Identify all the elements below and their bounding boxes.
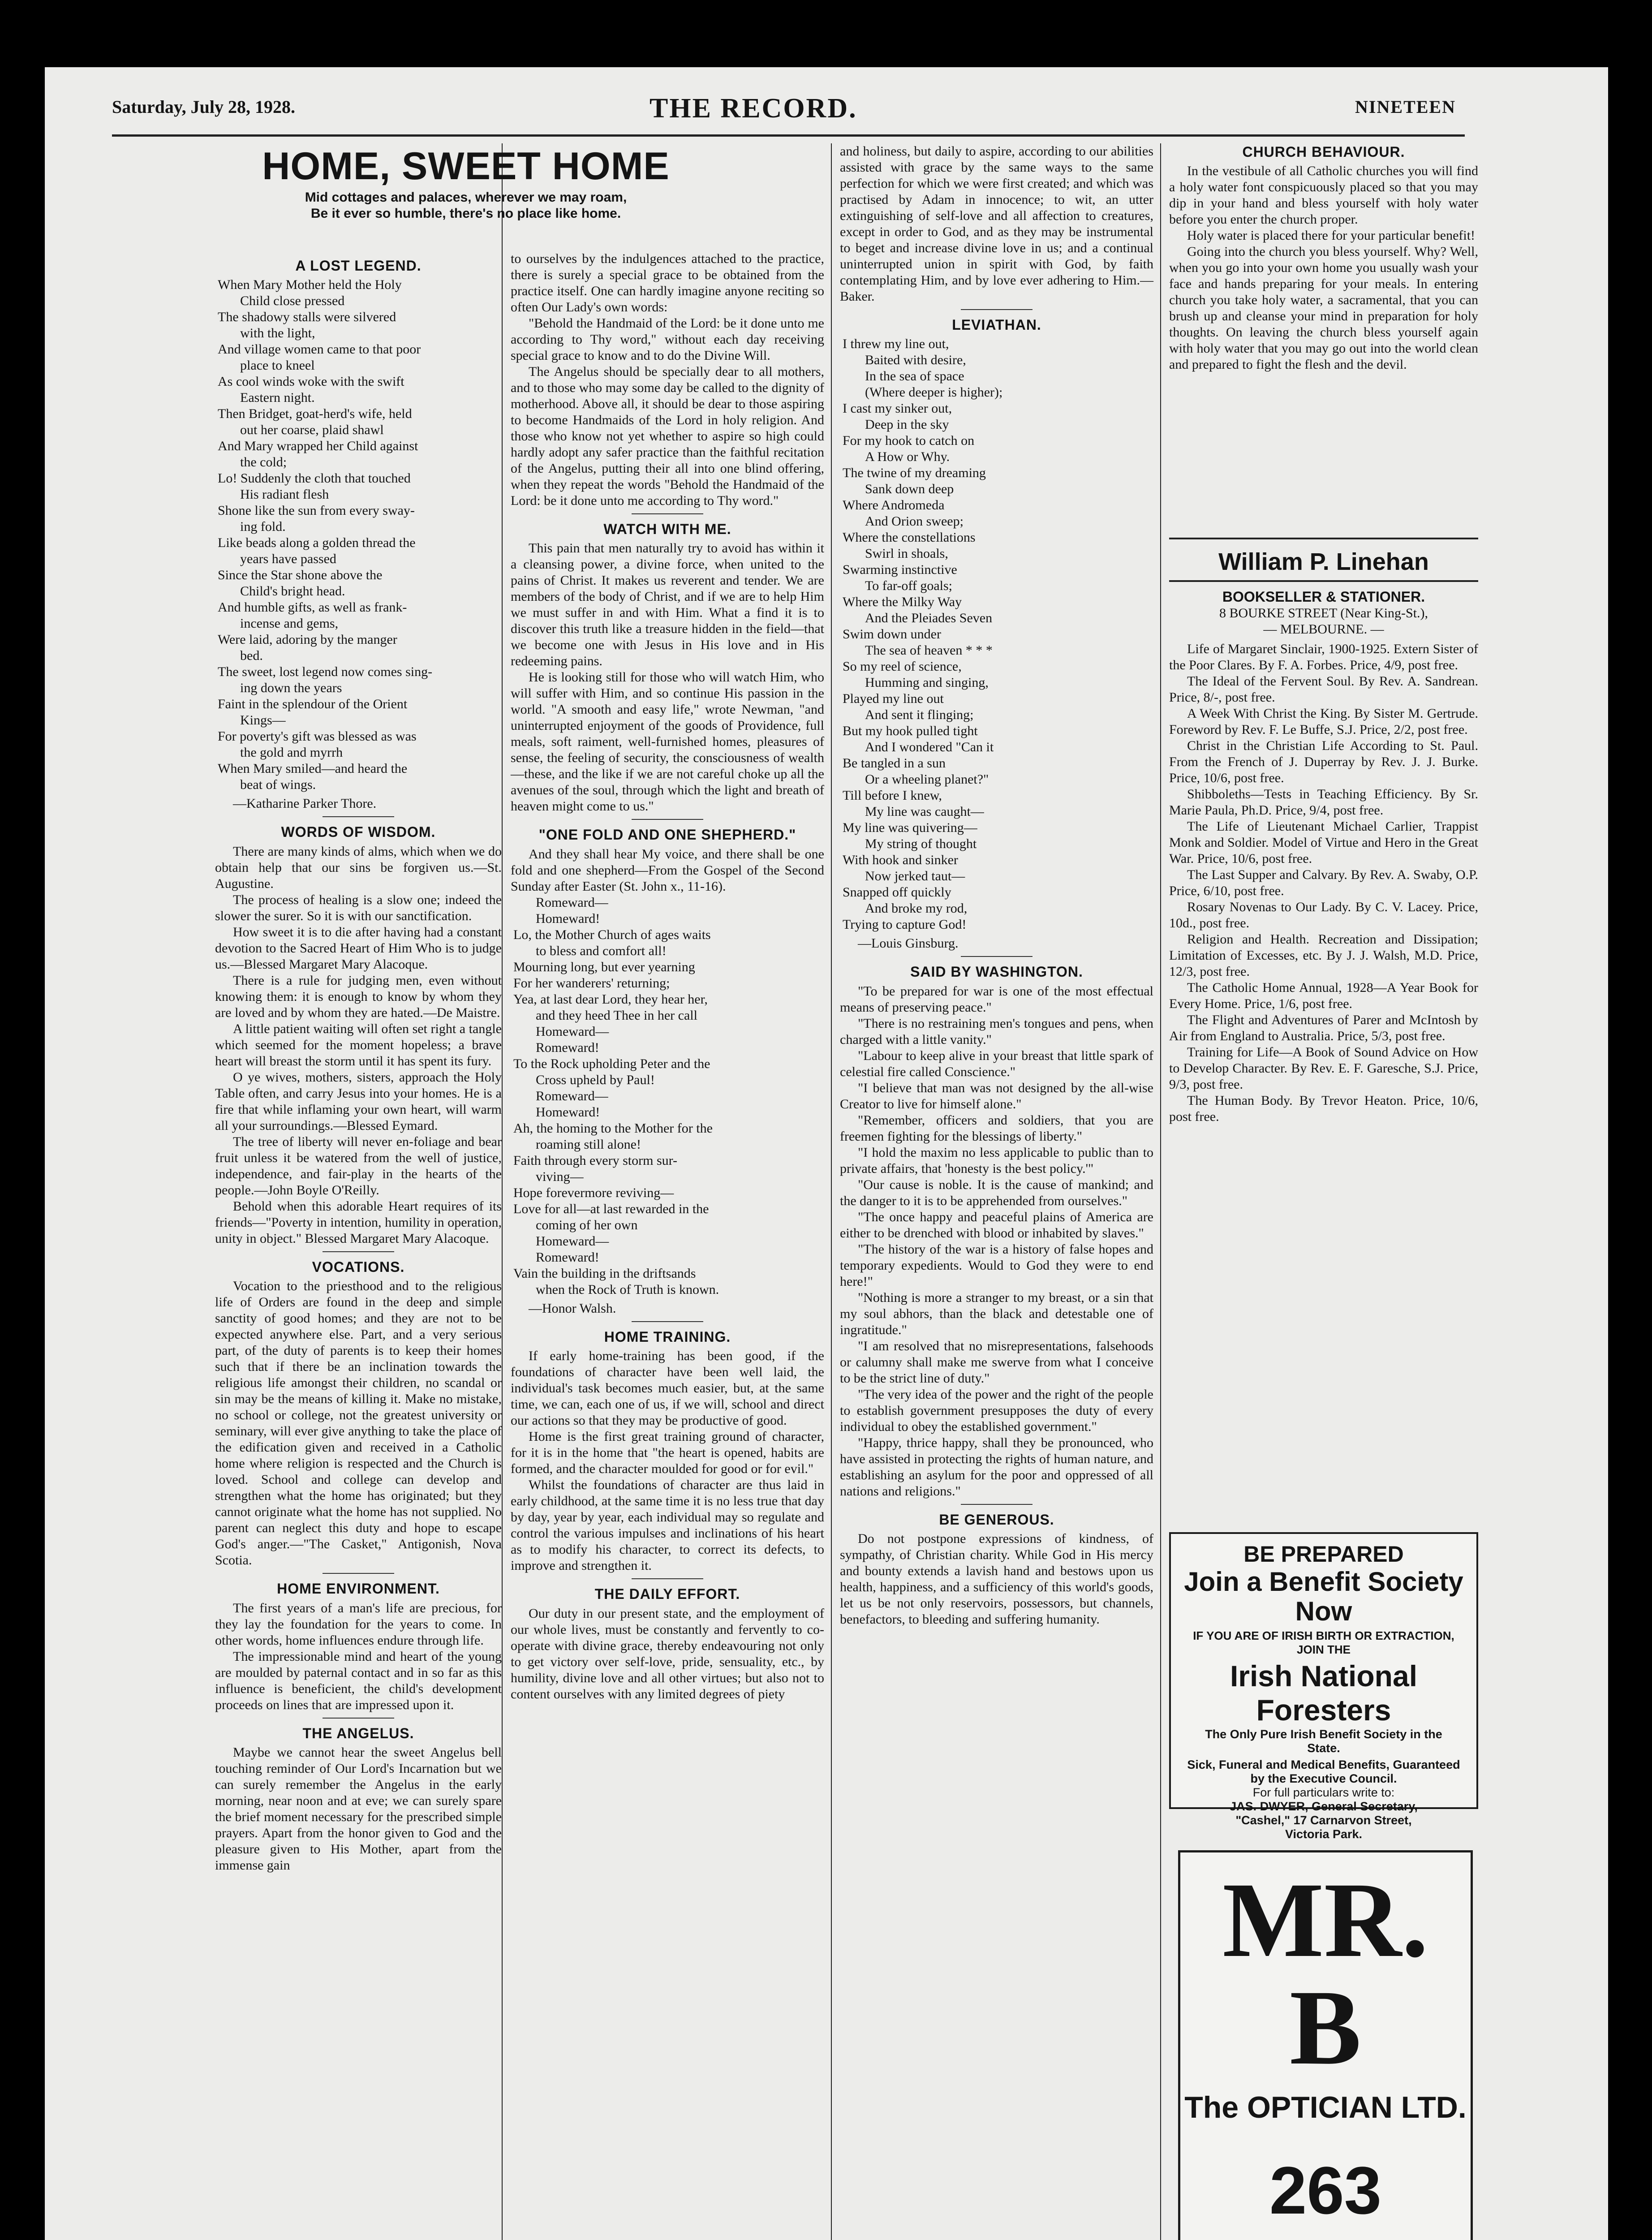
angelus-body [215,1745,502,1874]
poem-line: Cross upheld by Paul! [536,1072,655,1087]
paragraph: How sweet it is to die after having had a constant devotion to the Sacred Heart of Him Who is to judge us.—Blessed Margaret Mary Alacoque. [215,924,502,972]
section-rule [961,1504,1032,1505]
poem-line: The shadowy stalls were silvered [218,310,396,325]
section-rule [632,819,703,820]
words-of-wisdom-body [215,844,502,1247]
paragraph: In the vestibule of all Catholic churches you will find a holy water font conspicuously placed so that you may dip in your hand and bless yourself with holy water before you enter the church proper. [1169,164,1478,227]
page-number: NINETEEN [1355,97,1456,117]
foresters-society-name: Irish National Foresters [1230,1659,1418,1727]
one-fold-title: "ONE FOLD AND ONE SHEPHERD." [538,827,796,843]
column-divider-2 [831,143,832,2240]
poem-line: (Where deeper is higher); [865,385,1003,400]
poem-line: coming of her own [536,1217,638,1232]
headline-subline-2: Be it ever so humble, there's no place like home. [310,206,621,221]
paragraph: and holiness, but daily to aspire, according to our abilities assisted with grace by the same ways to the same perfection for which we were first created; and which was practised by Adam in innocence; to wit, an utter extinguishing of self-love and all affection to creatures, except in order to God, and as they may be instrumental to beget and increase divine love in us; and a continual uninterrupted union in spirit with God, by faith contemplating Him, and by love ever adhering to Him.—Baker. [840,144,1153,304]
foresters-street: "Cashel," 17 Carnarvon Street, [1235,1813,1412,1827]
poem-line: the cold; [240,455,287,470]
poem-line: ing fold. [240,519,286,534]
poem-line: viving— [536,1169,584,1184]
poem-line: Or a wheeling planet?" [865,772,989,787]
paragraph: There are many kinds of alms, which when we do obtain help that our sins be forgiven us.—St. Augustine. [215,844,502,891]
paragraph: The Life of Lieutenant Michael Carlier, Trappist Monk and Soldier. Model of Virtue and Hero in the Great War. Price, 10/6, post free. [1169,819,1478,866]
foresters-eligibility: IF YOU ARE OF IRISH BIRTH OR EXTRACTION, JOIN THE [1193,1629,1454,1656]
paragraph: "The very idea of the power and the right of the people to establish government presupposes the duty of every individual to obey the established government." [840,1387,1153,1434]
poem-line: Where Andromeda [843,498,945,513]
paragraph: Going into the church you bless yourself. Why? Well, when you go into your own home you usually wash your face and hands preparing for your meals. In entering church you take holy water, a sacramental, that you can brush up and cleanse your mind in preparation for holy thoughts. On leaving the church bless yourself again with holy water that you may go out into the world clean and prepared to fight the flesh and the devil. [1169,244,1478,372]
poem-line: Were laid, adoring by the manger [218,632,397,647]
poem-line: Swirl in shoals, [865,546,948,561]
home-training-body [511,1348,824,1574]
paragraph: Shibboleths—Tests in Teaching Efficiency. By Sr. Marie Paula, Ph.D. Price, 9/4, post free. [1169,787,1478,818]
section-rule [961,956,1032,957]
poem-line: Vain the building in the driftsands [513,1266,696,1281]
mr-b-logo: MR. B [1222,1860,1428,2087]
foresters-benefits: Sick, Funeral and Medical Benefits, Guaranteed by the Executive Council. [1187,1758,1460,1785]
poem-line: For her wanderers' returning; [513,975,670,991]
poem-line: Homeward— [536,1024,609,1039]
poem-line: roaming still alone! [536,1137,641,1152]
issue-date: Saturday, July 28, 1928. [112,97,295,117]
angelus-title: THE ANGELUS. [302,1725,414,1741]
poem-line: Like beads along a golden thread the [218,535,416,551]
paragraph: The Flight and Adventures of Parer and McIntosh by Air from England to Australia. Price, 5/3, post free. [1169,1012,1478,1044]
paragraph: The process of healing is a slow one; indeed the slower the surer. So it is with our sanctification. [215,892,502,923]
paragraph: This pain that men naturally try to avoid has within it a cleansing power, a divine force, when united to the pains of Christ. It makes us reverent and tender. We are members of the body of Christ, and if we are to help Him we must suffer in and with Him. What a find it is to discover this truth like a treasure hidden in the field—that we become one with Jesus in His love and in His redeeming pains. [511,541,824,669]
paragraph: Training for Life—A Book of Sound Advice on How to Develop Character. By Rev. E. F. Garesche, S.J. Price, 9/3, post free. [1169,1045,1478,1092]
poem-line: For poverty's gift was blessed as was [218,729,417,744]
poem-line: with the light, [240,326,315,341]
foresters-be-prepared: BE PREPARED [1243,1542,1404,1567]
poem-line: And sent it flinging; [865,707,974,723]
paragraph: The Human Body. By Trevor Heaton. Price, 10/6, post free. [1169,1093,1478,1124]
paragraph: O ye wives, mothers, sisters, approach the Holy Table often, and carry Jesus into your homes. He is a fire that while inflaming your own heart, will warm all your surroundings.—Blessed Eymard. [215,1069,502,1133]
linehan-city: — MELBOURNE. — [1263,622,1384,637]
church-behaviour-body [1169,163,1478,373]
poem-line: In the sea of space [865,369,964,384]
poem-line: Now jerked taut— [865,869,965,884]
foresters-advert [1169,1532,1478,1841]
poem-line: Child's bright head. [240,584,345,599]
linehan-address: 8 BOURKE STREET (Near King-St.), [1219,606,1428,621]
main-headline-block [215,143,717,237]
home-environment-body [215,1600,502,1713]
section-rule [323,1251,394,1252]
poem-line: The sea of heaven * * * [865,643,993,658]
poem-line: So my reel of science, [843,659,962,674]
leviathan-poem [840,336,1153,933]
paragraph: The Catholic Home Annual, 1928—A Year Book for Every Home. Price, 1/6, post free. [1169,980,1478,1012]
paragraph: Do not postpone expressions of kindness, of sympathy, of Christian charity. While God in His mercy and bounty extends a lavish hand and bestows upon us health, happiness, and a sufficiency of this world's goods, let us be not only reservoirs, possessors, but channels, benefactors, to bleeding and suffering humanity. [840,1531,1153,1627]
poem-line: Romeward— [536,1088,608,1103]
poem-line: My line was quivering— [843,820,977,836]
leviathan-signature: —Louis Ginsburg. [858,936,959,951]
linehan-advert [1169,542,1478,1523]
poem-line: Where the constellations [843,530,976,545]
poem-line: I threw my line out, [843,336,949,352]
paragraph: Religion and Health. Recreation and Dissipation; Limitation of Excesses, etc. By J. J. Walsh, M.D. Price, 12/3, post free. [1169,932,1478,979]
column-divider-1 [502,143,503,2240]
main-headline: HOME, SWEET HOME [262,145,670,188]
poem-line: And Mary wrapped her Child against [218,439,418,454]
poem-line: Romeward! [536,1249,599,1265]
watch-with-me-title: WATCH WITH ME. [603,521,731,537]
paragraph: to ourselves by the indulgences attached to the practice, there is surely a special grace to be obtained from the practice itself. One can hardly imagine anyone reciting so often Our Lady's own words: [511,251,824,314]
paragraph: A little patient waiting will often set right a tangle which seemed for the moment hopeless; a brave heart will breast the storm until it has spent its fury. [215,1021,502,1068]
paragraph: Whilst the foundations of character are thus laid in early childhood, at the same time it is no less true that day by day, year by year, each individual may so regulate and control the various impulses and inclinations of his heart as to modify his character, to correct its defects, to improve and strengthen it. [511,1478,824,1573]
poem-line: Deep in the sky [865,417,949,432]
paragraph: He is looking still for those who will watch Him, who will suffer with Him, and so continue His passion in the world. "A smooth and easy life," wrote Newman, "and uninterrupted enjoyment of the goods of Providence, full meals, soft raiment, well-furnished homes, pleasures of sense, the feeling of security, the consciousness of wealth—these, and the like if we are not careful choke up all the avenues of the soul, through which the light and breath of heaven might come to us." [511,670,824,814]
vocations-body [215,1278,502,1568]
poem-line: Baited with desire, [865,353,966,368]
paragraph: "To be prepared for war is one of the most effectual means of preserving peace." [840,983,1153,1015]
daily-effort-continued [840,143,1153,305]
poem-line: place to kneel [240,358,315,373]
paragraph: Our duty in our present state, and the employment of our whole lives, must be constantly and fervently to co-operate with divine grace, thereby endeavouring not only to get victory over self-love, pride, sensuality, etc., by humility, divine love and all other virtues; but also not to content ourselves with any limited degrees of piety [511,1606,824,1702]
poem-line: Hope forevermore reviving— [513,1185,674,1200]
watch-with-me-body [511,540,824,814]
poem-line: And the Pleiades Seven [865,611,993,626]
poem-line: Sank down deep [865,482,954,497]
paragraph: "I am resolved that no misrepresentations, falsehoods or calumny shall make me swerve from what I conceive to be the strict line of duty." [840,1338,1153,1386]
poem-line: I cast my sinker out, [843,401,952,416]
poem-line: Romeward— [536,895,608,910]
paragraph: Maybe we cannot hear the sweet Angelus bell touching reminder of Our Lord's Incarnation but we can surely remember the Angelus in the early morning, near noon and at eve; we can surely spare the brief moment necessary for the prescribed simple prayers. Apart from the honor given to God and the pleasure given to His Mother, apart from the immense gain [215,1745,502,1873]
foresters-only-pure: The Only Pure Irish Benefit Society in the State. [1205,1727,1442,1755]
paragraph: Rosary Novenas to Our Lady. By C. V. Lacey. Price, 10d., post free. [1169,900,1478,931]
poem-line: Eastern night. [240,390,315,405]
paragraph: "The history of the war is a history of false hopes and temporary expedients. Would to God they were to end here!" [840,1241,1153,1289]
paragraph: Behold when this adorable Heart requires of its friends—"Poverty in intention, humility in operation, unity in object." Blessed Margaret Mary Alacoque. [215,1198,502,1246]
poem-line: When Mary smiled—and heard the [218,761,408,776]
poem-line: Swarming instinctive [843,562,957,577]
poem-line: Since the Star shone above the [218,568,383,583]
said-by-washington-body [840,983,1153,1499]
poem-line: Then Bridget, goat-herd's wife, held [218,406,412,422]
poem-line: ing down the years [240,681,342,696]
poem-line: Played my line out [843,691,944,706]
section-rule [632,513,703,514]
linehan-trade: BOOKSELLER & STATIONER. [1222,588,1425,605]
paragraph: The Last Supper and Calvary. By Rev. A. Swaby, O.P. Price, 6/10, post free. [1169,867,1478,899]
paragraph: "There is no restraining men's tongues and pens, when charged with a little vanity." [840,1016,1153,1047]
poem-line: Homeward! [536,911,600,926]
paragraph: The Angelus should be specially dear to all mothers, and to those who may some day be called to the dignity of motherhood. Above all, it should be dear to those aspiring to become Handmaids of the Lord in holy religion. And those who know not yet whether to aspire so high could hardly adopt any safer practice than the faithful recitation of the Angelus, putting their all into one blind offering, when they repeat the words "Behold the Handmaid of the Lord: be it done unto me according to Thy word." [511,364,824,508]
poem-line: His radiant flesh [240,487,329,502]
column-3 [840,143,1153,2240]
poem-line: And village women came to that poor [218,342,421,357]
poem-line: A How or Why. [865,449,950,465]
poem-line: With hook and sinker [843,853,958,868]
poem-line: incense and gems, [240,616,339,631]
linehan-top-rule [1169,538,1478,539]
headline-subline-1: Mid cottages and palaces, wherever we may roam, [305,190,627,205]
poem-line: Ah, the homing to the Mother for the [513,1120,713,1136]
poem-line: And humble gifts, as well as frank- [218,600,407,615]
poem-line: bed. [240,648,263,663]
section-rule [323,1573,394,1574]
poem-line: Kings— [240,713,286,728]
paragraph: Life of Margaret Sinclair, 1900-1925. Extern Sister of the Poor Clares. By F. A. Forbes. Price, 4/9, post free. [1169,642,1478,673]
poem-line: Love for all—at last rewarded in the [513,1201,709,1216]
be-generous-title: BE GENEROUS. [939,1511,1054,1528]
paragraph: "Remember, officers and soldiers, that you are freemen fighting for the blessings of liberty." [840,1112,1153,1144]
church-behaviour-title: CHURCH BEHAVIOUR. [1242,144,1405,160]
poem-line: And Orion sweep; [865,514,964,529]
angelus-continued [511,251,824,509]
foresters-particulars: For full particulars write to: [1252,1785,1395,1799]
poem-line: Homeward! [536,1104,600,1120]
paragraph: The first years of a man's life are precious, for they lay the foundation for the years to come. In other words, home influences endure through life. [215,1600,502,1648]
section-rule [961,309,1032,310]
paragraph: "Happy, thrice happy, shall they be pronounced, who have assisted in protecting the rights of human nature, and establishing an asylum for the poor and oppressed of all nations and religions." [840,1435,1153,1499]
linehan-name-rule [1169,580,1478,582]
lost-legend-signature: —Katharine Parker Thore. [233,796,377,811]
poem-line: Snapped off quickly [843,885,951,900]
masthead-rule [112,134,1465,137]
column-1 [215,251,502,2240]
one-fold-intro: And they shall hear My voice, and there shall be one fold and one shepherd—From the Gospel of the Second Sunday after Easter (St. John x., 11-16). [511,846,824,894]
poem-line: Lo, the Mother Church of ages waits [513,927,711,942]
poem-line: Lo! Suddenly the cloth that touched [218,471,411,486]
poem-line: Trying to capture God! [843,917,967,932]
poem-line: For my hook to catch on [843,433,975,448]
section-rule [323,816,394,817]
paragraph: A Week With Christ the King. By Sister M. Gertrude. Foreword by Rev. F. Le Buffe, S.J. Price, 2/2, post free. [1169,706,1478,737]
paragraph: "Our cause is noble. It is the cause of mankind; and the danger to it is to be apprehended from ourselves." [840,1177,1153,1208]
paragraph: The tree of liberty will never en-foliage and bear fruit unless it be watered from the well of justice, independence, and fair-play in the hearts of the people.—John Boyle O'Reilly. [215,1134,502,1198]
poem-line: The twine of my dreaming [843,465,986,481]
poem-line: Faint in the splendour of the Orient [218,697,408,712]
poem-line: Swim down under [843,627,941,642]
foresters-secretary: JAS. DWYER, General Secretary, [1230,1799,1418,1813]
paragraph: "Labour to keep alive in your breast that little spark of celestial fire called Conscience." [840,1048,1153,1079]
one-fold-signature: —Honor Walsh. [529,1301,616,1316]
poem-line: My string of thought [865,836,977,852]
poem-line: To far-off goals; [865,578,953,594]
poem-line: Humming and singing, [865,675,989,690]
poem-line: Romeward! [536,1040,599,1055]
home-environment-title: HOME ENVIRONMENT. [277,1581,440,1597]
poem-line: Be tangled in a sun [843,756,946,771]
vocations-title: VOCATIONS. [312,1258,405,1275]
poem-line: out her coarse, plaid shawl [240,422,384,438]
poem-line: to bless and comfort all! [536,943,667,958]
paragraph: The impressionable mind and heart of the young are moulded by paternal contact and in so far as this influence is beneficient, the child's development proceeds on lines that are impressed upon it. [215,1649,502,1712]
poem-line: As cool winds woke with the swift [218,374,404,389]
poem-line: And broke my rod, [865,901,968,916]
poem-line: To the Rock upholding Peter and the [513,1056,710,1071]
poem-line: Yea, at last dear Lord, they hear her, [513,991,708,1007]
daily-effort-title: THE DAILY EFFORT. [594,1586,740,1602]
lost-legend-poem [215,277,502,793]
column-2 [511,251,824,2240]
paragraph: Home is the first great training ground of character, for it is in the home that "the heart is opened, habits are formed, and the character moulded for good or for evil." [511,1429,824,1477]
paragraph: Vocation to the priesthood and to the religious life of Orders are found in the deep and simple sanctity of good homes; and they are not to be expected anywhere else. Part, and a very serious part, of the duty of parents is to keep their homes such that if there be an inclination towards the religious life amongst their children, no scandal or sin may be the means of killing it. Make no mistake, no school or college, not the greatest university or seminary, will ever give anything to take the place of the edification given and received in a Catholic home where religion is respected and the Church is loved. School and college can develop and strengthen what the home has originated; but they cannot originate what the home has not supplied. No parent can neglect this duty and hope to escape God's anger.—"The Casket," Antigonish, Nova Scotia. [215,1279,502,1568]
paragraph: "The once happy and peaceful plains of America are either to be drenched with blood or inhabited by slaves." [840,1209,1153,1241]
paragraph: "I hold the maxim no less applicable to public than to private affairs, that 'honesty is the best policy.'" [840,1145,1153,1176]
poem-line: The sweet, lost legend now comes sing- [218,664,433,680]
paragraph: Christ in the Christian Life According to St. Paul. From the French of J. Duperray by Rev. J. J. Burke. Price, 10/6, post free. [1169,738,1478,786]
poem-line: But my hook pulled tight [843,724,978,739]
paragraph: "Behold the Handmaid of the Lord: be it done unto me according to Thy word," without each day receiving special grace to know and to do the Divine Will. [511,316,824,363]
paragraph: If early home-training has been good, if the foundations of character have been well laid, the individual's task becomes much easier, but, at the same time, we can, each one of us, if we will, school and direct our actions so that they may be productive of good. [511,1348,824,1428]
poem-line: Shone like the sun from every sway- [218,503,415,518]
foresters-join-now: Join a Benefit Society Now [1184,1567,1463,1626]
linehan-name: William P. Linehan [1218,548,1429,575]
poem-line: Mourning long, but ever yearning [513,959,695,974]
poem-line: the gold and myrrh [240,745,343,760]
section-rule [323,1718,394,1719]
mr-b-optician-advert [1178,1850,1473,2240]
foresters-suburb: Victoria Park. [1285,1827,1363,1841]
lost-legend-title: A LOST LEGEND. [295,258,422,274]
newspaper-title: THE RECORD. [650,93,857,124]
column-divider-3 [1160,143,1161,2240]
poem-line: and they heed Thee in her call [536,1008,697,1023]
leviathan-title: LEVIATHAN. [952,317,1041,333]
poem-line: Till before I knew, [843,788,942,803]
poem-line: And I wondered "Can it [865,740,994,755]
section-rule [632,1578,703,1579]
paragraph: The Ideal of the Fervent Soul. By Rev. A. Sandrean. Price, 8/-, post free. [1169,674,1478,705]
paragraph: There is a rule for judging men, even without knowing them: it is enough to know by whom they are loved and by whom they are hated.—De Maistre. [215,973,502,1020]
paragraph: "I believe that man was not designed by the all-wise Creator to live for himself alone." [840,1080,1153,1111]
said-by-washington-title: SAID BY WASHINGTON. [910,964,1083,980]
linehan-book-list [1169,641,1478,1125]
home-training-title: HOME TRAINING. [604,1328,731,1345]
section-rule [632,1321,703,1322]
poem-line: When Mary Mother held the Holy [218,277,402,293]
poem-line: years have passed [240,551,336,567]
masthead [112,93,1456,137]
poem-line: Faith through every storm sur- [513,1153,678,1168]
poem-line: beat of wings. [240,777,316,793]
words-of-wisdom-title: WORDS OF WISDOM. [281,824,436,840]
poem-line: when the Rock of Truth is known. [536,1282,719,1297]
poem-line: Homeward— [536,1233,609,1249]
paragraph: "Nothing is more a stranger to my breast, or a sin that my soul abhors, than the black and detestable one of ingratitude." [840,1290,1153,1337]
poem-line: Where the Milky Way [843,594,962,610]
poem-line: Child close pressed [240,293,345,309]
mr-b-street-number: 263 [1269,2153,1382,2228]
mr-b-company: The OPTICIAN LTD. [1184,2090,1467,2124]
daily-effort-body [511,1606,824,1702]
paragraph: Holy water is placed there for your particular benefit! [1187,228,1476,243]
one-fold-poem [511,895,824,1298]
poem-line: My line was caught— [865,804,984,819]
be-generous-body [840,1531,1153,1628]
